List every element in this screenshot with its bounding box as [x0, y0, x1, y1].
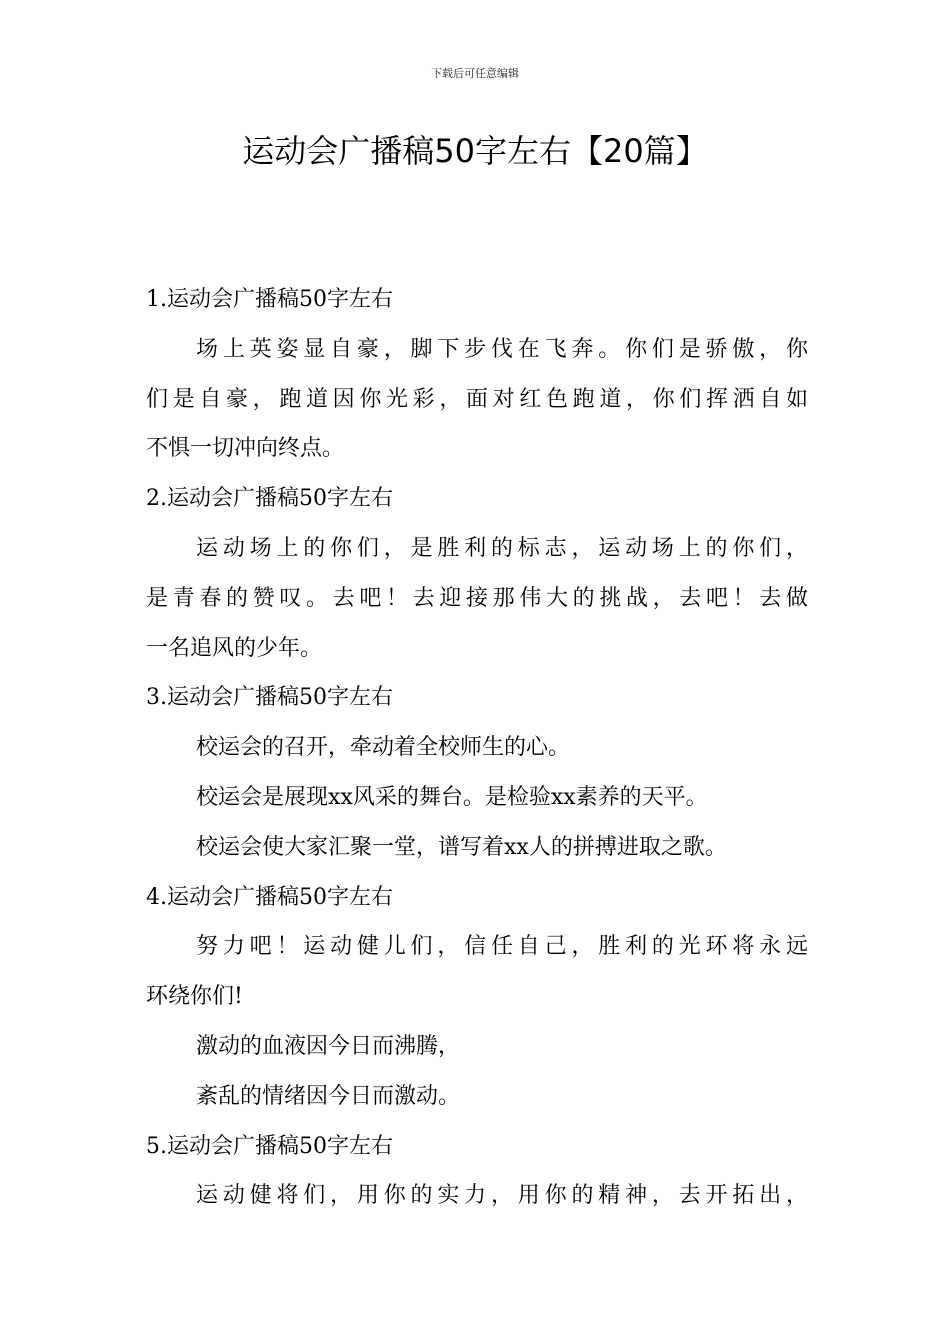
paragraph-line: 场上英姿显自豪，脚下步伐在飞奔。你们是骄傲，你 — [196, 336, 808, 362]
document-body — [146, 275, 808, 1221]
paragraph-line: 一名追风的少年。 — [146, 635, 323, 661]
paragraph-line: 们是自豪，跑道因你光彩，面对红色跑道，你们挥洒自如 — [146, 386, 808, 412]
paragraph-line: 努力吧！运动健儿们，信任自己，胜利的光环将永远 — [196, 934, 808, 960]
paragraph-line: 激动的血液因今日而沸腾， — [196, 1033, 461, 1059]
section-heading: 3.运动会广播稿50字左右 — [146, 685, 393, 711]
paragraph-line: 运动健将们，用你的实力，用你的精神，去开拓出， — [196, 1183, 808, 1209]
paragraph-line: 校运会是展现xx风采的舞台。是检验xx素养的天平。 — [196, 784, 708, 810]
paragraph-line: 校运会使大家汇聚一堂，谱写着xx人的拼搏进取之歌。 — [196, 834, 727, 860]
paragraph-line: 运动场上的你们，是胜利的标志，运动场上的你们， — [196, 535, 808, 561]
section-heading: 2.运动会广播稿50字左右 — [146, 486, 393, 512]
paragraph-line: 紊乱的情绪因今日而激动。 — [196, 1083, 461, 1109]
paragraph-line: 是青春的赞叹。去吧！去迎接那伟大的挑战，去吧！去做 — [146, 585, 808, 611]
header-note: 下载后可任意编辑 — [431, 67, 519, 80]
section-heading: 1.运动会广播稿50字左右 — [146, 287, 393, 312]
paragraph-line: 校运会的召开，牵动着全校师生的心。 — [196, 735, 571, 761]
section-heading: 4.运动会广播稿50字左右 — [146, 884, 393, 910]
document-title: 运动会广播稿50字左右【20篇】 — [242, 132, 708, 170]
paragraph-line: 环绕你们! — [146, 984, 243, 1010]
section-heading: 5.运动会广播稿50字左右 — [146, 1133, 393, 1159]
paragraph-line: 不惧一切冲向终点。 — [146, 436, 345, 462]
